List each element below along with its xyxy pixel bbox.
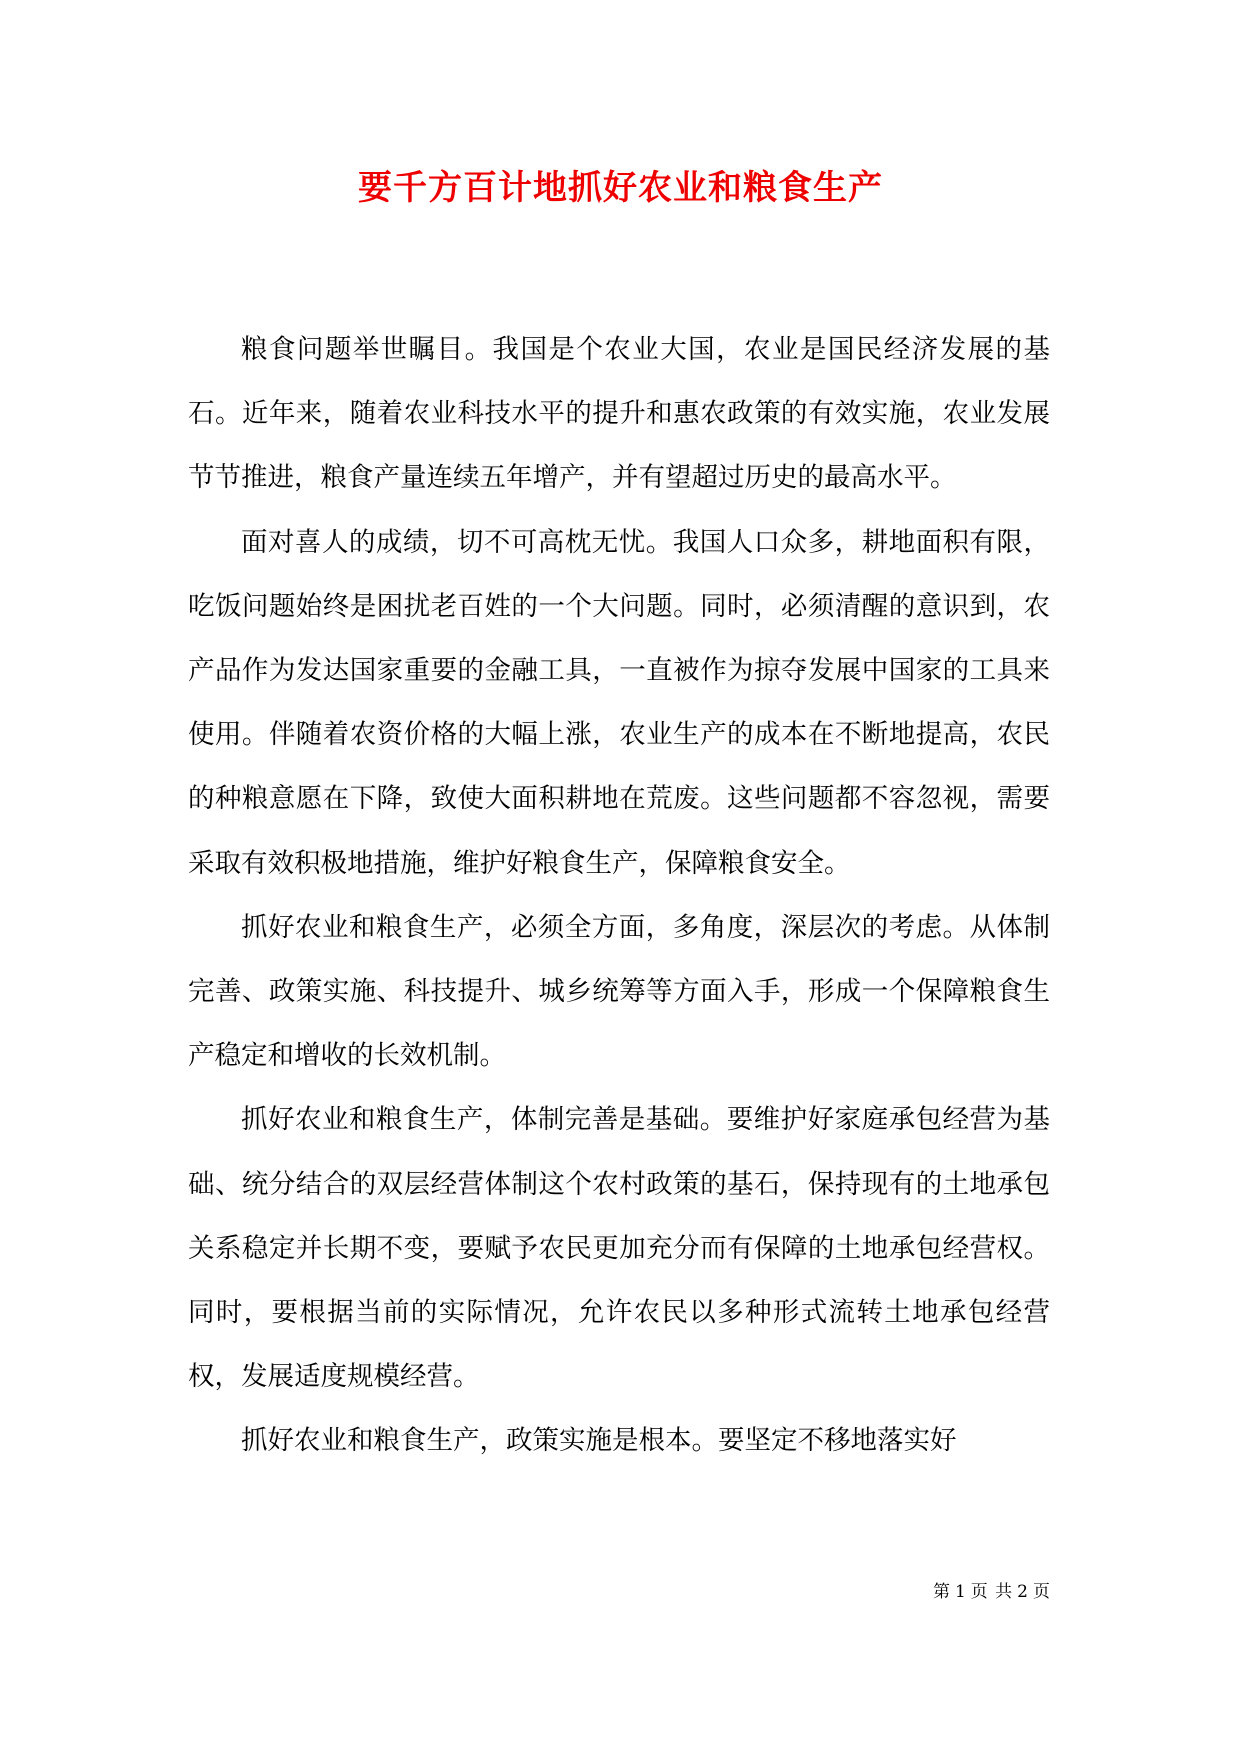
footer-middle: 页 共: [970, 1582, 1014, 1602]
document-body: [188, 318, 1050, 1474]
paragraph-2: 面对喜人的成绩，切不可高枕无忧。我国人口众多，耕地面积有限，吃饭问题始终是困扰老百姓的一个大问题。同时，必须清醒的意识到，农产品作为发达国家重要的金融工具，一直被作为掠夺发展中国家的工具来使用。伴随着农资价格的大幅上涨，农业生产的成本在不断地提高，农民的种粮意愿在下降，致使大面积耕地在荒废。这些问题都不容忽视，需要采取有效积极地措施，维护好粮食生产，保障粮食安全。: [188, 526, 1050, 879]
paragraph-3: 抓好农业和粮食生产，必须全方面，多角度，深层次的考虑。从体制完善、政策实施、科技提升、城乡统筹等方面入手，形成一个保障粮食生产稳定和增收的长效机制。: [188, 911, 1050, 1072]
footer-total-pages: 2: [1017, 1582, 1029, 1602]
paragraph-4: 抓好农业和粮食生产，体制完善是基础。要维护好家庭承包经营为基础、统分结合的双层经营体制这个农村政策的基石，保持现有的土地承包关系稳定并长期不变，要赋予农民更加充分而有保障的土地承包经营权。同时，要根据当前的实际情况，允许农民以多种形式流转土地承包经营权，发展适度规模经营。: [188, 1104, 1050, 1393]
footer-suffix: 页: [1033, 1582, 1051, 1602]
footer-current-page: 1: [954, 1582, 967, 1602]
footer-prefix: 第: [932, 1582, 951, 1602]
paragraph-5: 抓好农业和粮食生产，政策实施是根本。要坚定不移地落实好: [241, 1425, 957, 1457]
paragraph-1: 粮食问题举世瞩目。我国是个农业大国，农业是国民经济发展的基石。近年来，随着农业科技水平的提升和惠农政策的有效实施，农业发展节节推进，粮食产量连续五年增产，并有望超过历史的最高水平。: [188, 334, 1050, 494]
document-title: 要千方百计地抓好农业和粮食生产: [358, 168, 883, 208]
page-footer: [931, 1577, 1053, 1602]
